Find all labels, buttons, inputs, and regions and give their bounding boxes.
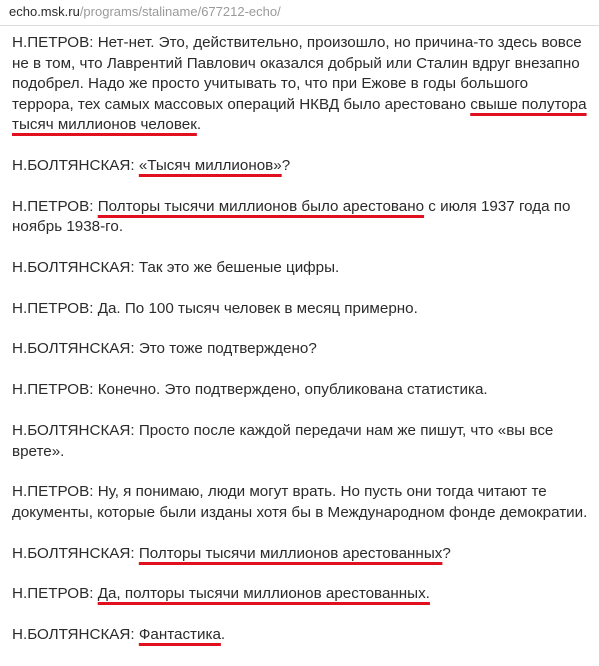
url-path: /programs/staliname/677212-echo/ (79, 4, 281, 19)
transcript-paragraph (12, 156, 590, 177)
highlighted-phrase: Фантастика (138, 626, 221, 644)
transcript-paragraph (12, 482, 590, 523)
paragraph-text: . (220, 626, 226, 644)
transcript-paragraph (12, 584, 590, 605)
paragraph-text: Н.БОЛТЯНСКАЯ: (12, 626, 139, 644)
transcript (12, 33, 590, 666)
highlighted-phrase: «Тысяч миллионов» (138, 156, 282, 174)
transcript-paragraph (12, 299, 590, 320)
highlighted-phrase: свыше полутора тысяч миллионов человек (12, 95, 587, 133)
paragraph-text: ? (281, 156, 291, 174)
transcript-paragraph (12, 258, 590, 279)
paragraph-text: Н.БОЛТЯНСКАЯ: (12, 544, 139, 562)
paragraph-text: Н.ПЕТРОВ: Да. По 100 тысяч человек в месяц примерно. (12, 299, 418, 317)
paragraph-text: Н.ПЕТРОВ: Нет-нет. Это, действительно, произошло, но причина-то здесь вовсе не в том, что Лаврентий Павлович оказался добрый или Сталин вдруг внезапно подобрел. Надо же просто учитывать то, что при Ежове в годы большого террора, тех самых массовых операций НКВД было арестовано (12, 34, 582, 113)
address-bar[interactable] (0, 0, 599, 26)
paragraph-text: Н.БОЛТЯНСКАЯ: Это тоже подтверждено? (12, 340, 317, 358)
highlighted-phrase: Да, полторы тысячи миллионов арестованных. (97, 585, 430, 603)
paragraph-text: Н.ПЕТРОВ: Ну, я понимаю, люди могут врать. Но пусть они тогда читают те документы, которые были изданы хотя бы в Международном фонде демократии. (12, 483, 588, 521)
transcript-paragraph (12, 380, 590, 401)
paragraph-text: Н.БОЛТЯНСКАЯ: (12, 156, 139, 174)
transcript-paragraph (12, 197, 590, 238)
paragraph-text: с июля 1937 года по ноябрь 1938-го. (12, 197, 571, 236)
url-host: echo.msk.ru (9, 4, 80, 19)
highlighted-phrase: Полторы тысячи миллионов арестованных (138, 544, 443, 562)
paragraph-text: Н.БОЛТЯНСКАЯ: Просто после каждой передачи нам же пишут, что «вы все врете». (12, 422, 554, 460)
paragraph-text: Н.ПЕТРОВ: Конечно. Это подтверждено, опубликована статистика. (12, 381, 488, 399)
paragraph-text: Н.ПЕТРОВ: (12, 585, 98, 603)
paragraph-text: Н.БОЛТЯНСКАЯ: Так это же бешеные цифры. (12, 258, 340, 276)
transcript-paragraph (12, 421, 590, 462)
paragraph-text: . (196, 116, 202, 133)
transcript-paragraph (12, 33, 590, 136)
highlighted-phrase: Полторы тысячи миллионов было арестовано (97, 197, 425, 215)
transcript-paragraph (12, 625, 590, 646)
paragraph-text: Н.ПЕТРОВ: (12, 197, 98, 215)
paragraph-text: ? (442, 544, 451, 562)
url-text[interactable] (9, 4, 281, 19)
transcript-paragraph (12, 544, 590, 565)
transcript-paragraph (12, 339, 590, 360)
